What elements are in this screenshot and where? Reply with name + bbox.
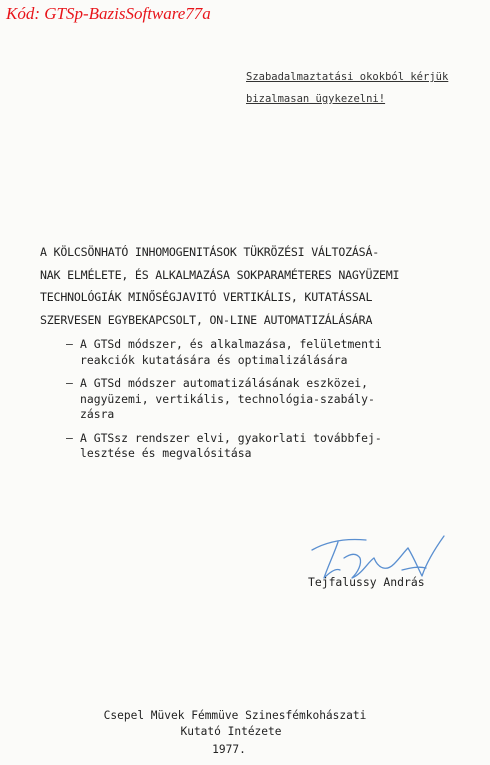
confidential-line-1: Szabadalmaztatási okokból kérjük (246, 71, 449, 83)
list-item-line: zásra (80, 407, 115, 421)
list-item (66, 337, 486, 368)
list-bullet: – (66, 430, 73, 445)
document-year: 1977. (212, 743, 246, 756)
list-item (66, 431, 486, 462)
list-item-line: A GTSd módszer, és alkalmazása, felületmenti (80, 337, 382, 351)
title-line-1: A KÖLCSÖNHATÓ INHOMOGENITÁSOK TÜKRÖZÉSI VÁLTOZÁSÁ- (40, 245, 380, 259)
list-item-line: reakciók kutatására és optimalizálására (80, 352, 348, 367)
institute-line-1: Csepel Müvek Fémmüve Szinesfémkohászati (103, 709, 367, 722)
signer-name: Tejfalussy András (308, 575, 425, 589)
title-line-4: SZERVESEN EGYBEKAPCSOLT, ON-LINE AUTOMATIZÁLÁSÁRA (40, 312, 373, 327)
list-item (66, 376, 486, 423)
list-bullet: – (66, 376, 73, 390)
confidential-note (246, 66, 448, 110)
topic-list (66, 337, 486, 470)
list-item-line: A GTSd módszer automatizálásának eszközei, (80, 376, 369, 390)
institute-block (0, 708, 490, 758)
list-item-line: lesztése és megvalósitása (80, 446, 252, 460)
document-title (40, 241, 480, 331)
title-line-3: TECHNOLÓGIÁK MINŐSÉGJAVITÓ VERTIKÁLIS, KUTATÁSSAL (40, 290, 373, 304)
list-item-line: nagyüzemi, vertikális, technológia-szabály- (80, 391, 375, 406)
list-item-line: A GTSsz rendszer elvi, gyakorlati továbbfej- (80, 430, 382, 445)
confidential-line-2: bizalmasan ügykezelni! (246, 93, 386, 105)
list-bullet: – (66, 337, 73, 351)
document-code-label: Kód: GTSp-BazisSoftware77a (6, 4, 211, 23)
institute-line-2: Kutató Intézete (180, 725, 282, 738)
title-line-2: NAK ELMÉLETE, ÉS ALKALMAZÁSA SOKPARAMÉTERES NAGYÜZEMI (40, 267, 400, 282)
